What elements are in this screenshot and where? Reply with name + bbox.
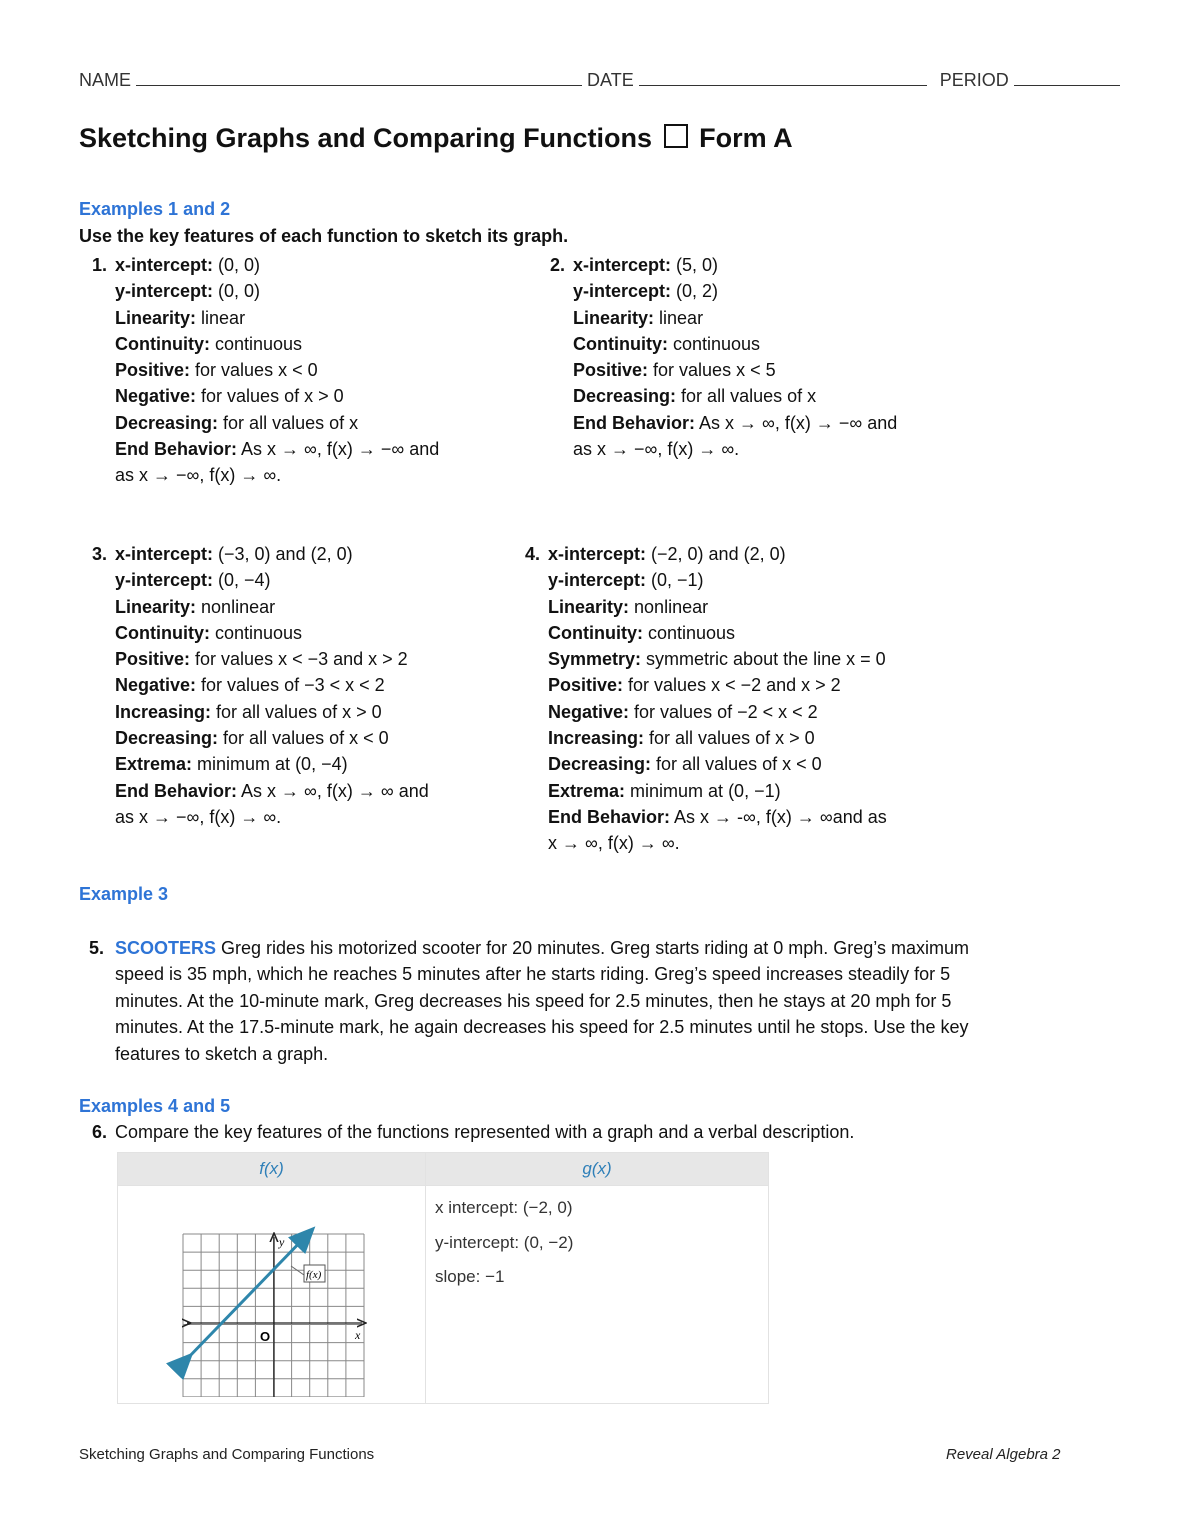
key-feature-value: for values of −3 < x < 2 <box>196 675 385 696</box>
title-form: Form A <box>699 123 793 153</box>
key-feature-label: Linearity: <box>115 596 197 617</box>
key-feature-label: Positive: <box>115 360 191 381</box>
key-feature-line <box>115 331 439 357</box>
key-feature-value: for values x < 5 <box>648 360 776 381</box>
key-feature-value: minimum at (0, −4) <box>192 754 348 775</box>
key-feature-label: Symmetry: <box>548 649 642 670</box>
y-axis-label: y <box>279 1235 285 1249</box>
name-label: NAME <box>79 70 132 90</box>
key-feature-label: y-intercept: <box>573 281 672 302</box>
key-feature-label: y-intercept: <box>548 570 647 591</box>
key-feature-line <box>115 567 429 593</box>
key-feature-line <box>573 410 897 436</box>
key-feature-label: Decreasing: <box>548 754 652 775</box>
key-feature-label: Extrema: <box>115 754 193 775</box>
key-feature-value: nonlinear <box>629 596 709 617</box>
key-feature-label: x-intercept: <box>548 544 647 564</box>
key-feature-label: Increasing: <box>115 701 212 722</box>
key-feature-label: Increasing: <box>548 728 645 749</box>
key-feature-value: for all values of x < 0 <box>218 728 389 749</box>
key-feature-value: as x → −∞, f(x) → ∞. <box>573 439 740 460</box>
key-feature-label: Extrema: <box>548 780 626 801</box>
column-header-g: g(x) <box>426 1153 769 1186</box>
key-feature-label: Continuity: <box>573 333 668 354</box>
section-heading-examples-4-5: Examples 4 and 5 <box>79 1096 231 1116</box>
key-feature-value: for values x < −2 and x > 2 <box>623 675 841 696</box>
key-feature-value: as x → −∞, f(x) → ∞. <box>115 806 282 827</box>
key-feature-line <box>548 830 887 856</box>
header-line <box>79 70 1120 91</box>
footer-left: Sketching Graphs and Comparing Functions <box>79 1446 375 1463</box>
date-blank[interactable] <box>639 71 927 86</box>
section-heading-examples-1-2: Examples 1 and 2 <box>79 199 231 219</box>
key-feature-line <box>573 278 897 304</box>
key-feature-line <box>548 699 887 725</box>
name-blank[interactable] <box>136 71 582 86</box>
origin-label: O <box>260 1329 271 1344</box>
key-feature-label: Positive: <box>573 360 649 381</box>
key-feature-value: minimum at (0, −1) <box>625 780 781 801</box>
key-feature-value: nonlinear <box>196 596 276 617</box>
key-feature-line <box>548 646 887 672</box>
key-feature-value: (0, 2) <box>671 281 719 302</box>
key-feature-line <box>548 804 887 830</box>
key-feature-value: for values of −2 < x < 2 <box>629 701 818 722</box>
g-description <box>427 1187 767 1295</box>
key-feature-line <box>573 252 897 278</box>
problem-5 <box>89 935 995 1067</box>
key-feature-label: Linearity: <box>548 596 630 617</box>
column-header-f: f(x) <box>118 1153 426 1186</box>
key-feature-label: Negative: <box>115 386 197 407</box>
key-feature-line <box>573 436 897 462</box>
title-main: Sketching Graphs and Comparing Functions <box>79 123 653 153</box>
key-feature-value: for values of x > 0 <box>196 386 344 407</box>
key-feature-line <box>115 751 429 777</box>
key-feature-label: Linearity: <box>115 307 197 328</box>
description-cell <box>426 1186 769 1404</box>
key-feature-line <box>548 725 887 751</box>
key-feature-label: Continuity: <box>115 622 210 643</box>
key-feature-label: Negative: <box>115 675 197 696</box>
key-feature-label: Continuity: <box>115 333 210 354</box>
key-feature-line <box>115 305 439 331</box>
key-feature-line <box>115 672 429 698</box>
key-feature-line <box>115 436 439 462</box>
key-feature-value: as x → −∞, f(x) → ∞. <box>115 465 282 486</box>
key-feature-value: As x → ∞, f(x) → ∞ and <box>237 780 429 801</box>
problem-4 <box>524 541 887 857</box>
key-feature-value: for values x < 0 <box>190 360 318 381</box>
function-label: f(x) <box>306 1269 322 1281</box>
key-feature-line <box>548 541 887 567</box>
key-feature-line <box>115 594 429 620</box>
key-feature-value: (−2, 0) and (2, 0) <box>646 544 786 564</box>
key-feature-label: Linearity: <box>573 307 655 328</box>
key-feature-line <box>115 804 429 830</box>
problem-instruction: Compare the key features of the functions represented with a graph and a verbal description. <box>115 1122 855 1142</box>
key-feature-line <box>573 383 897 409</box>
key-feature-line <box>548 594 887 620</box>
key-feature-line <box>115 410 439 436</box>
key-feature-line <box>115 646 429 672</box>
key-feature-line <box>115 620 429 646</box>
key-feature-line <box>573 305 897 331</box>
key-feature-value: for all values of x > 0 <box>211 701 382 722</box>
key-feature-label: Positive: <box>548 675 624 696</box>
key-feature-label: End Behavior: <box>548 806 671 827</box>
x-axis-label: x <box>355 1328 361 1342</box>
period-blank[interactable] <box>1014 71 1120 86</box>
key-feature-line <box>548 672 887 698</box>
key-feature-value: As x → -∞, f(x) → ∞and as <box>670 806 887 827</box>
problem-number: 4. <box>524 544 540 564</box>
problem-number: 2. <box>549 255 565 275</box>
key-feature-value: symmetric about the line x = 0 <box>641 649 886 670</box>
comparison-table <box>117 1152 769 1404</box>
problem-number: 3. <box>91 544 107 564</box>
key-feature-value: continuous <box>642 622 736 643</box>
key-feature-value: (0, −1) <box>646 570 704 591</box>
key-feature-value: (5, 0) <box>671 255 719 275</box>
problem-topic: SCOOTERS <box>115 938 217 958</box>
linear-graph <box>119 1187 424 1397</box>
key-feature-value: for all values of x <box>676 386 817 407</box>
key-feature-label: Positive: <box>115 649 191 670</box>
key-feature-value: (0, 0) <box>213 255 261 275</box>
key-feature-label: x-intercept: <box>115 544 214 564</box>
key-feature-value: (0, 0) <box>213 281 261 302</box>
key-feature-label: Negative: <box>548 701 630 722</box>
key-feature-line <box>115 462 439 488</box>
key-feature-line <box>115 383 439 409</box>
key-feature-label: Decreasing: <box>115 728 219 749</box>
key-feature-label: y-intercept: <box>115 570 214 591</box>
key-feature-line <box>115 252 439 278</box>
key-feature-value: for all values of x <box>218 412 359 433</box>
key-feature-value: for all values of x < 0 <box>651 754 822 775</box>
key-feature-value: linear <box>196 307 246 328</box>
key-feature-value: (0, −4) <box>213 570 271 591</box>
problem-2 <box>549 252 898 462</box>
key-feature-value: As x → ∞, f(x) → −∞ and <box>695 412 898 433</box>
g-feature-line: x intercept: (−2, 0) <box>435 1198 573 1217</box>
key-feature-label: x-intercept: <box>115 255 214 275</box>
key-feature-value: x → ∞, f(x) → ∞. <box>548 833 680 854</box>
key-feature-line <box>115 699 429 725</box>
key-feature-line <box>115 725 429 751</box>
function-line <box>185 1235 307 1361</box>
problem-6 <box>91 1119 1015 1145</box>
footer-right: Reveal Algebra 2 <box>946 1446 1061 1463</box>
key-feature-label: End Behavior: <box>115 439 238 460</box>
key-feature-label: Continuity: <box>548 622 643 643</box>
g-feature-line: y-intercept: (0, −2) <box>435 1232 574 1252</box>
key-feature-line <box>115 357 439 383</box>
key-feature-line <box>115 778 429 804</box>
key-feature-line <box>548 751 887 777</box>
key-feature-value: for all values of x > 0 <box>644 728 815 749</box>
key-feature-value: continuous <box>667 333 761 354</box>
key-feature-line <box>573 357 897 383</box>
key-feature-value: for values x < −3 and x > 2 <box>190 649 408 670</box>
key-feature-value: (−3, 0) and (2, 0) <box>213 544 353 564</box>
key-feature-line <box>548 778 887 804</box>
problem-number: 1. <box>91 255 107 275</box>
key-feature-label: x-intercept: <box>573 255 672 275</box>
checkbox-icon <box>664 124 688 148</box>
key-feature-label: End Behavior: <box>573 412 696 433</box>
key-feature-label: End Behavior: <box>115 780 238 801</box>
problem-1 <box>91 252 440 489</box>
key-feature-line <box>548 567 887 593</box>
key-feature-value: continuous <box>209 333 303 354</box>
problem-text: Greg rides his motorized scooter for 20 minutes. Greg starts riding at 0 mph. Greg’s maximum speed is 35 mph, which he reaches 5 minutes after he starts riding. Greg’s speed increases steadily for 5 minutes. At the 10-minute mark, Greg decreases his speed for 2.5 minutes, then he stays at 20 mph for 5 minutes. At the 17.5-minute mark, he again decreases his speed for 2.5 minutes until he stops. Use the key features to sketch a graph. <box>115 938 969 1064</box>
problem-number: 6. <box>91 1122 107 1142</box>
section-heading-example-3: Example 3 <box>79 884 169 904</box>
key-feature-line <box>115 278 439 304</box>
key-feature-line <box>548 620 887 646</box>
key-feature-label: Decreasing: <box>115 412 219 433</box>
period-label: PERIOD <box>939 70 1009 90</box>
problem-3 <box>91 541 429 830</box>
key-feature-value: linear <box>654 307 704 328</box>
g-feature-line: slope: −1 <box>435 1267 505 1286</box>
section-instruction: Use the key features of each function to sketch its graph. <box>79 226 569 246</box>
key-feature-line <box>115 541 429 567</box>
key-feature-label: Decreasing: <box>573 386 677 407</box>
key-feature-value: As x → ∞, f(x) → −∞ and <box>237 439 440 460</box>
key-feature-line <box>573 331 897 357</box>
key-feature-value: continuous <box>209 622 303 643</box>
page-title <box>79 123 793 154</box>
graph-cell <box>118 1186 426 1404</box>
key-feature-label: y-intercept: <box>115 281 214 302</box>
problem-number: 5. <box>89 938 105 958</box>
date-label: DATE <box>587 70 634 90</box>
